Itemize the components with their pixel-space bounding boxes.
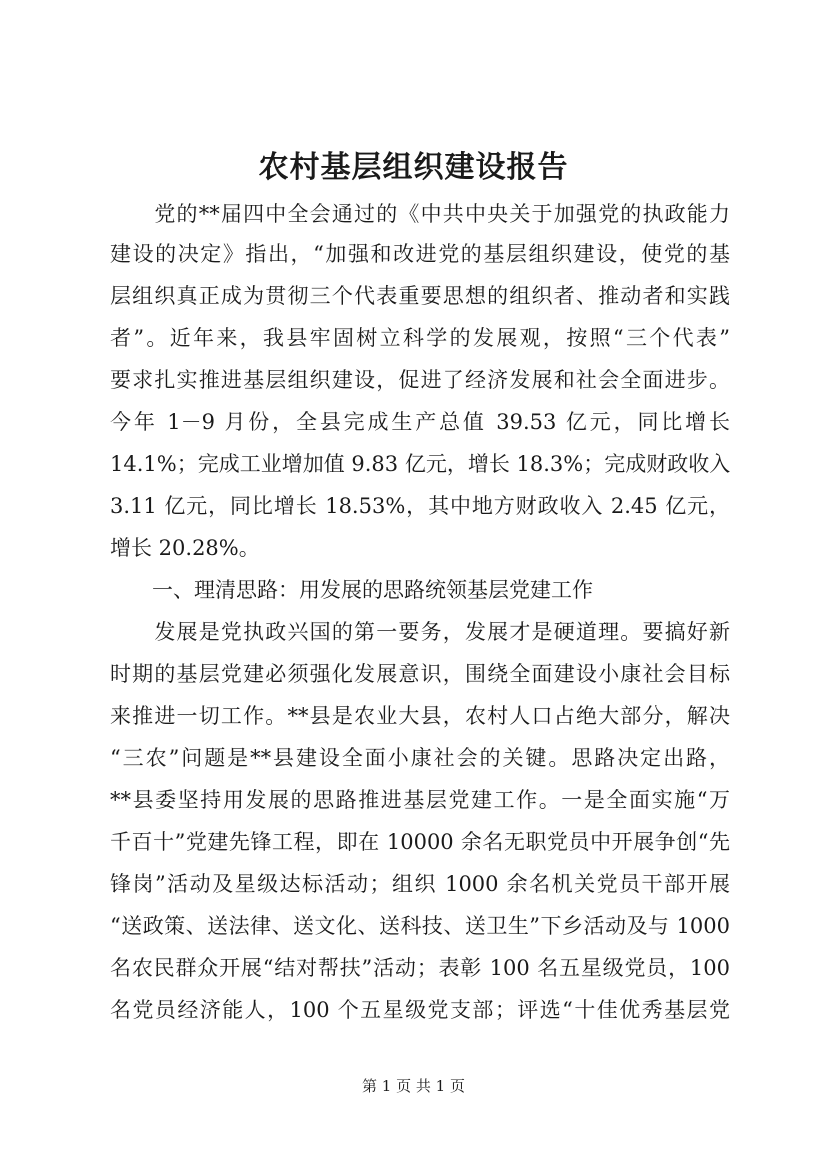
body-line: 发展是党执政兴国的第一要务，发展才是硬道理。要搞好新 [110,620,730,644]
body-line: 者”。近年来，我县牢固树立科学的发展观，按照“三个代表” [110,326,730,350]
page-title: 农村基层组织建设报告 [258,150,569,185]
body-line: 增长 20.28%。 [110,536,260,560]
body-line: 层组织真正成为贯彻三个代表重要思想的组织者、推动者和实践 [110,284,730,308]
body-line: 3.11 亿元，同比增长 18.53%，其中地方财政收入 2.45 亿元， [110,494,730,518]
page-footer: 第 1 页 共 1 页 [362,1077,465,1095]
body-line: 时期的基层党建必须强化发展意识，围绕全面建设小康社会目标 [110,662,730,686]
body-line: 来推进一切工作。**县是农业大县，农村人口占绝大部分，解决 [110,704,730,728]
body-line: 锋岗”活动及星级达标活动；组织 1000 余名机关党员干部开展 [110,872,730,896]
section-heading: 一、理清思路：用发展的思路统领基层党建工作 [110,578,593,602]
body-line: 今年 1－9 月份，全县完成生产总值 39.53 亿元，同比增长 [110,410,730,434]
body-line: 名党员经济能人，100 个五星级党支部；评选“十佳优秀基层党 [110,998,730,1022]
body-line: **县委坚持用发展的思路推进基层党建工作。一是全面实施“万 [110,788,730,812]
body-line: 名农民群众开展“结对帮扶”活动；表彰 100 名五星级党员，100 [110,956,730,980]
body-line: 14.1%；完成工业增加值 9.83 亿元，增长 18.3%；完成财政收入 [110,452,731,476]
body-line: 建设的决定》指出，“加强和改进党的基层组织建设，使党的基 [110,242,730,266]
body-line: 党的**届四中全会通过的《中共中央关于加强党的执政能力 [110,202,730,226]
body-line: “三农”问题是**县建设全面小康社会的关键。思路决定出路， [110,746,730,770]
body-line: 千百十”党建先锋工程，即在 10000 余名无职党员中开展争创“先 [110,830,730,854]
body-line: 要求扎实推进基层组织建设，促进了经济发展和社会全面进步。 [110,368,730,392]
body-line: “送政策、送法律、送文化、送科技、送卫生”下乡活动及与 1000 [110,914,730,938]
